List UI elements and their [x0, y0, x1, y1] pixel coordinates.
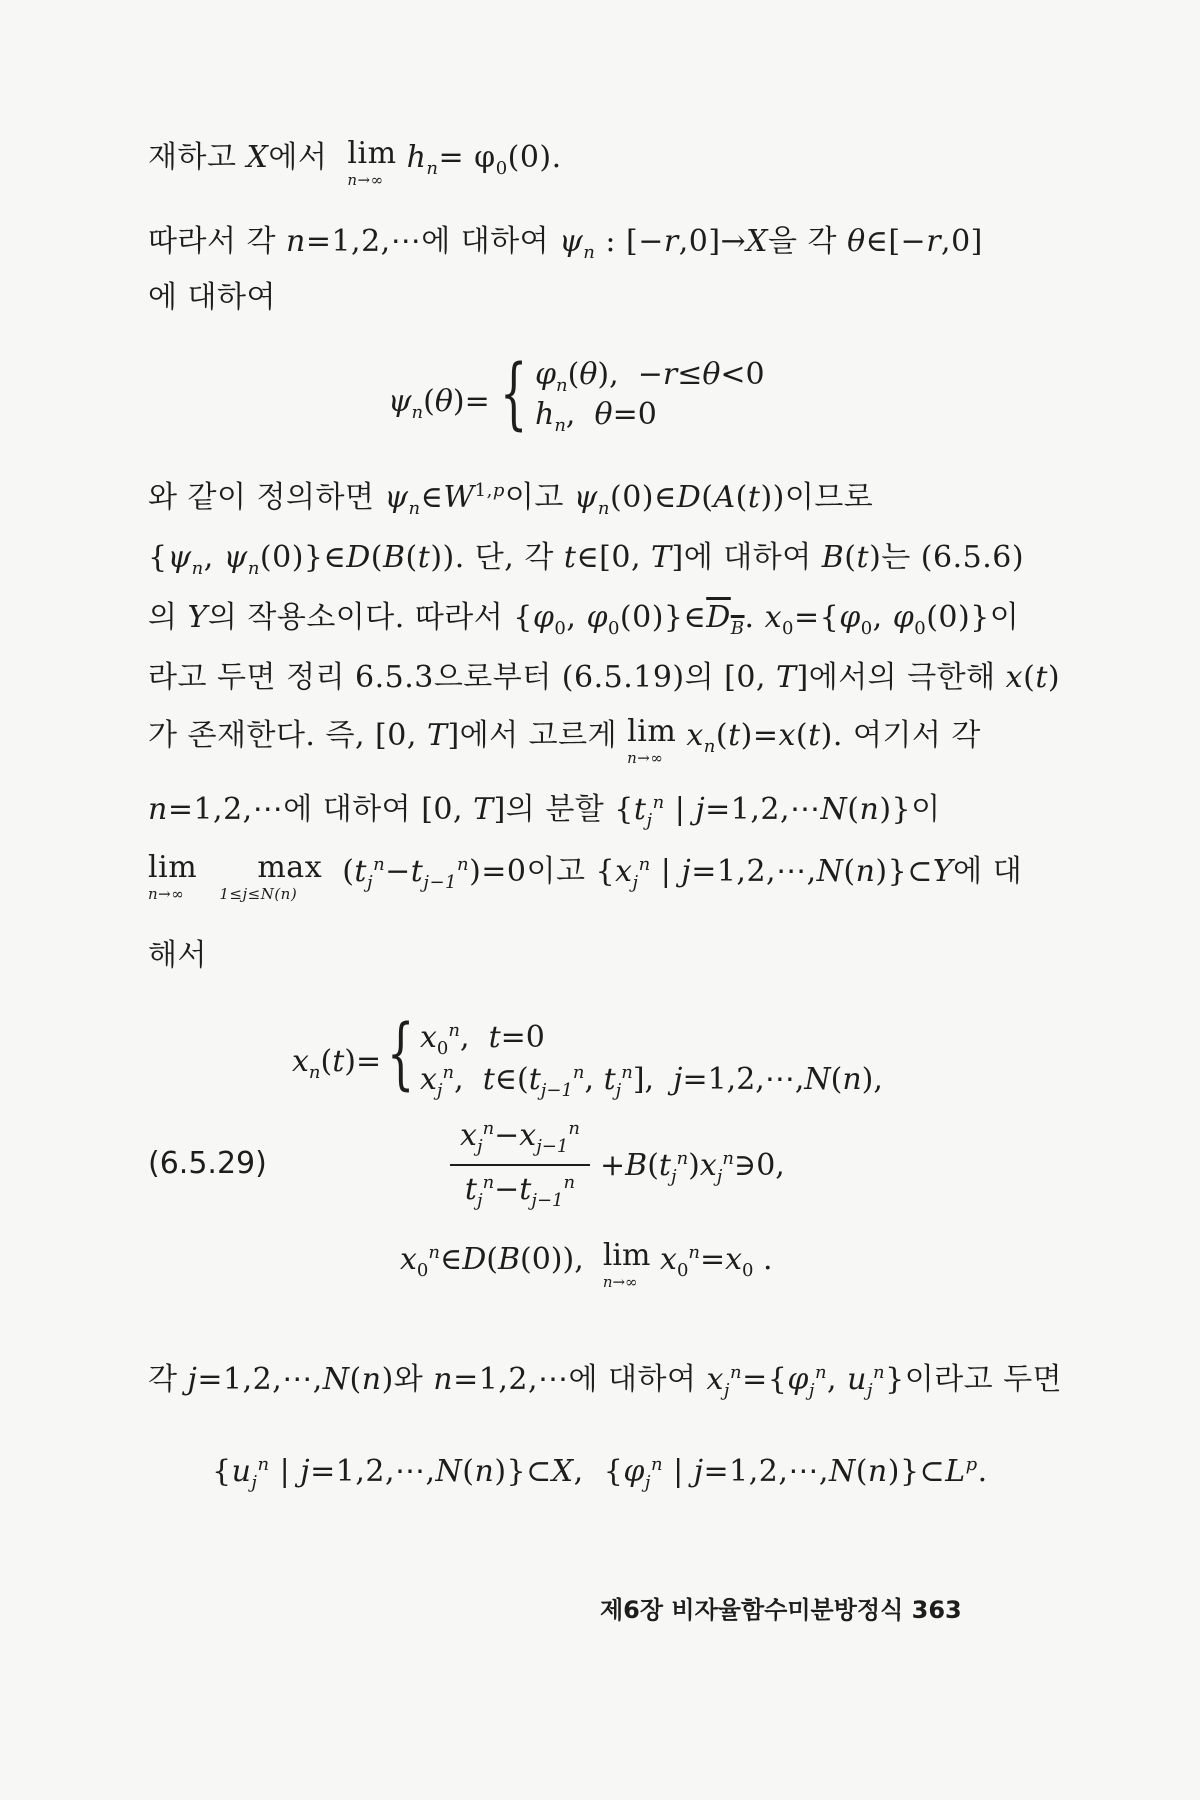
text-line-4: 와 같이 정의하면 $\psi_n\in W^{1,p}$이고 $\psi_n(0)\in D(A(t))$이므로	[148, 480, 874, 519]
line8-limit	[627, 714, 677, 767]
line1-prefix: 재하고	[148, 140, 247, 175]
line10-lim: lim	[148, 850, 198, 885]
text-line-1: 재하고 X에서 lim n→∞ $h_n= \varphi_0(0)$.	[148, 136, 562, 189]
fraction-numerator: $x_j^n-x_{j-1}^n$	[460, 1118, 580, 1157]
line1-post: $h_n$	[406, 140, 439, 179]
line10-max	[219, 850, 323, 903]
closure-D-B: $D_B$	[706, 600, 745, 639]
line8-lim: lim	[627, 714, 677, 749]
text-line-3: 에 대하여	[148, 280, 276, 315]
case1-bottom: $h_n$, θ=0	[535, 397, 657, 436]
fraction-denominator: $t_j^n-t_{j-1}^n$	[464, 1172, 576, 1211]
line10-limsub: n→∞	[148, 885, 185, 903]
line1-limit	[347, 136, 397, 189]
line1-X: X	[246, 140, 269, 175]
fraction-post: $+B(t_j^n)x_j^n∋0$,	[600, 1148, 785, 1187]
case2-brace: {	[387, 1009, 415, 1099]
equation-number: (6.5.29)	[148, 1146, 267, 1181]
case1-brace: {	[500, 349, 528, 439]
line1-lim: lim	[347, 136, 397, 171]
text-line-7: 라고 두면 정리 6.5.3으로부터 (6.5.19)의 [0, T]에서의 극한해 x(t)	[148, 660, 1061, 695]
line1-mid: 에서	[268, 140, 338, 175]
text-line-2: 따라서 각 n=1,2,⋯에 대하여 $\psi_n$ : [−r,0]→X을 각 θ∈[−r,0]	[148, 224, 983, 263]
line10-limit	[148, 850, 198, 903]
text-line-10: lim n→∞ max 1≤j≤N(n) $(t_j^n-t_{j-1}^n)=0$이고 {$x_j^n$ | j=1,2,⋯,N(n)}⊂Y에 대	[148, 850, 1023, 903]
case1-lhs: $\psi_n(\theta)=$	[388, 384, 490, 423]
case2-bottom: $x_j^n$, $t\in(t_{j-1}^n$, $t_j^n$], j=1,2,⋯,N(n),	[420, 1062, 883, 1101]
text-line-8: 가 존재한다. 즉, [0, T]에서 고르게 lim n→∞ $x_n(t)=x(t)$. 여기서 각	[148, 714, 981, 767]
page-footer: 제6장 비자율함수미분방정식 363	[600, 1596, 962, 1624]
line8-limsub: n→∞	[627, 749, 664, 767]
text-line-9: n=1,2,⋯에 대하여 [0, T]의 분할 {$t_j^n$ | j=1,2,⋯N(n)}이	[148, 792, 941, 831]
line10-maxsub: 1≤j≤N(n)	[219, 885, 298, 903]
line10-max-label: max	[257, 850, 323, 885]
text-line-6: 의 Y의 작용소이다. 따라서 {$\varphi_0$, $\varphi_0(0)\}\in D_B$. $x_0=\{\varphi_0$, $\varphi_0(0)$}이	[148, 600, 1020, 639]
text-line-13: {$u_j^n$ | j=1,2,⋯,N(n)}⊂X, {$\varphi_j^n$ | $j=1,2,\cdots,N(n)\}\subset L^p$.	[212, 1454, 988, 1493]
case1-top: $\varphi_n(\theta)$, −r≤θ<0	[535, 357, 765, 396]
eq-last-lim: lim	[602, 1238, 651, 1273]
text-line-5: {$\psi_n$, $\psi_n(0)\}\in D(B(t))$. 단, 각 t∈[0, T]에 대하여 B(t)는 (6.5.6)	[148, 540, 1025, 579]
fraction-bar	[450, 1164, 590, 1166]
case2-top: $x_0^n$, t=0	[420, 1020, 545, 1059]
text-line-11: 해서	[148, 938, 207, 973]
eq-last-limit	[602, 1238, 651, 1291]
equation-last: $x_0^n\in D(B(0))$, lim n→∞ $x_0^n=x_0$ .	[400, 1238, 773, 1291]
line1-limsub: n→∞	[347, 171, 384, 189]
text-line-12: 각 j=1,2,⋯,N(n)와 n=1,2,⋯에 대하여 $x_j^n=\{\varphi_j^n$, $u_j^n$}이라고 두면	[148, 1362, 1063, 1401]
case2-lhs: $x_n(t)=$	[292, 1044, 382, 1083]
eq-last-limsub: n→∞	[602, 1273, 638, 1291]
